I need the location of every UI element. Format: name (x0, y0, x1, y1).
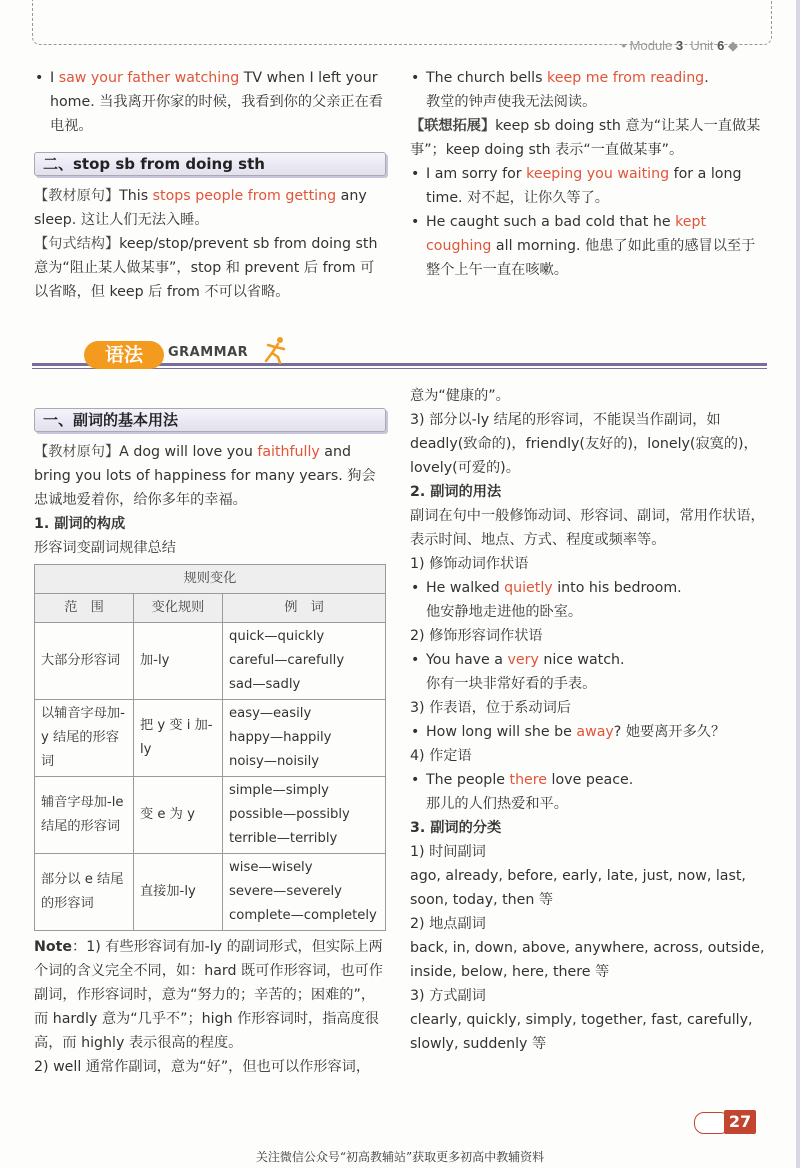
text: You have a (426, 652, 508, 668)
example-word: quick—quickly (229, 629, 325, 644)
left-bottom-column (34, 404, 386, 1079)
heading: 2. 副词的用法 (410, 484, 502, 500)
highlight: very (507, 652, 539, 668)
example-word: sad—sadly (229, 677, 301, 692)
example-sentence (410, 720, 765, 744)
unit-label: Unit (690, 38, 714, 53)
text: A dog will love you (119, 444, 258, 460)
side-stripe (796, 0, 800, 1168)
heading: 1. 副词的构成 (34, 516, 126, 532)
grammar-badge: 语法 (84, 341, 164, 369)
label: 【句式结构】 (34, 236, 120, 252)
category-words: ago, already, before, early, late, just, now, last, soon, today, then 等 (410, 868, 746, 908)
right-bottom-column (410, 384, 765, 1056)
note (34, 935, 386, 1055)
module-label: Module (629, 38, 673, 53)
text: keep/stop/prevent sb from doing sth 意为“阻止某人做某事”，stop 和 prevent 后 from 可以省略，但 keep 后 from 不可以省略。 (34, 236, 378, 300)
text: This (119, 188, 153, 204)
example-word: easy—easily (229, 706, 312, 721)
section-title: 一、副词的基本用法 (34, 408, 386, 432)
category-words: back, in, down, above, anywhere, across, outside, inside, below, here, there 等 (410, 940, 765, 980)
category-words: clearly, quickly, simply, together, fast, carefully, slowly, suddenly 等 (410, 1012, 753, 1052)
example-translation: 那儿的人们热爱和平。 (426, 796, 568, 812)
heading: 3. 副词的分类 (410, 820, 502, 836)
rule-cell: 直接加-ly (134, 854, 223, 931)
example-word: terrible—terribly (229, 831, 338, 846)
footer-text: 关注微信公众号“初高教辅站”获取更多初高中教辅资料 (255, 1150, 545, 1164)
label: 【联想拓展】 (410, 118, 496, 134)
usage-item: 3) 作表语，位于系动词后 (410, 700, 571, 716)
usage-text: 副词在句中一般修饰动词、形容词、副词，常用作状语，表示时间、地点、方式、程度或频率等。 (410, 508, 765, 548)
text: keep sb doing sth 意为“让某人一直做某事”；keep doing sth 表示“一直做某事”。 (410, 118, 761, 158)
highlight: saw your father watching (58, 70, 240, 86)
highlight: faithfully (257, 444, 320, 460)
table-row (35, 777, 386, 854)
rule-cell: 加-ly (134, 623, 223, 700)
example-sentence (410, 162, 765, 210)
runner-icon (260, 335, 290, 365)
note-item: 2) well 通常作副词，意为“好”，但也可以作形容词， (34, 1059, 371, 1075)
note-label: Note (34, 939, 73, 955)
section-title: 二、stop sb from doing sth (34, 152, 386, 176)
highlight: kept coughing (426, 214, 707, 254)
rule-cell: 把 y 变 i 加-ly (134, 700, 223, 777)
unit-number: 6 (717, 38, 725, 53)
text: for a long time. 对不起，让你久等了。 (426, 166, 742, 206)
text: into his bedroom. (552, 580, 682, 596)
example-word: careful—carefully (229, 653, 345, 668)
text: He caught such a bad cold that he (426, 214, 676, 230)
example-translation: 他安静地走进他的卧室。 (426, 604, 583, 620)
source-sentence (34, 184, 386, 232)
highlight: quietly (504, 580, 553, 596)
structure-note (34, 232, 386, 304)
table-row (35, 623, 386, 700)
example-translation: 你有一块非常好看的手表。 (426, 676, 597, 692)
example-sentence (410, 66, 765, 90)
category-item: 2) 地点副词 (410, 916, 486, 932)
label: 【教材原句】 (34, 444, 120, 460)
grammar-english: GRAMMAR (168, 345, 249, 360)
example-sentence (34, 66, 386, 138)
text: How long will she be (426, 724, 577, 740)
text: The church bells (426, 70, 548, 86)
usage-item: 4) 作定语 (410, 748, 472, 764)
examples-cell (223, 700, 386, 777)
scope-cell: 以辅音字母加-y 结尾的形容词 (35, 700, 134, 777)
highlight: stops people from getting (152, 188, 337, 204)
text: The people (426, 772, 510, 788)
examples-cell (223, 854, 386, 931)
scope-cell: 大部分形容词 (35, 623, 134, 700)
text: . (704, 70, 709, 86)
highlight: there (509, 772, 548, 788)
module-number: 3 (675, 38, 684, 53)
subheading: 形容词变副词规律总结 (34, 540, 176, 556)
decor-diamond: ◆ (728, 38, 738, 53)
highlight: away (576, 724, 614, 740)
association-note (410, 114, 765, 162)
text: ? 她要离开多久？ (613, 724, 726, 740)
scope-cell: 部分以 e 结尾的形容词 (35, 854, 134, 931)
text: I (50, 70, 59, 86)
example-sentence (410, 210, 765, 282)
page-number (694, 1110, 760, 1136)
highlight: keeping you waiting (526, 166, 670, 182)
scope-cell: 辅音字母加-le 结尾的形容词 (35, 777, 134, 854)
example-word: severe—severely (229, 884, 342, 899)
module-header (621, 38, 738, 54)
text: TV when I left your home. 当我离开你家的时候，我看到你的父亲正在看电视。 (50, 70, 383, 134)
example-word: simple—simply (229, 783, 329, 798)
example-sentence (410, 768, 765, 792)
text: and bring you lots of happiness for many years. 狗会忠诚地爱着你，给你多年的幸福。 (34, 444, 376, 508)
note-continuation: 意为“健康的”。 (410, 388, 510, 404)
example-word: noisy—noisily (229, 754, 320, 769)
usage-item: 1) 修饰动词作状语 (410, 556, 529, 572)
table-header: 范 围 (35, 594, 134, 623)
right-top-column (410, 66, 765, 282)
category-item: 1) 时间副词 (410, 844, 486, 860)
text: all morning. 他患了如此重的感冒以至于整个上午一直在咳嗽。 (426, 238, 756, 278)
table-title: 规则变化 (35, 565, 386, 594)
example-word: complete—completely (229, 908, 377, 923)
example-sentence (410, 576, 765, 600)
decor-dot: • (621, 38, 627, 53)
category-item: 3) 方式副词 (410, 988, 486, 1004)
text: nice watch. (538, 652, 625, 668)
table-header: 变化规则 (134, 594, 223, 623)
table-header: 例 词 (223, 594, 386, 623)
source-sentence (34, 440, 386, 512)
note-item: 3) 部分以-ly 结尾的形容词，不能误当作副词，如 deadly(致命的)，friendly(友好的)，lonely(寂寞的)，lovely(可爱的)。 (410, 412, 758, 476)
example-word: possible—possibly (229, 807, 350, 822)
text: any sleep. 这让人们无法入睡。 (34, 188, 367, 228)
rules-table (34, 564, 386, 931)
text: He walked (426, 580, 505, 596)
examples-cell (223, 777, 386, 854)
text: ：1) 有些形容词有加-ly 的副词形式，但实际上两个词的含义完全不同，如：hard 既可作形容词，也可作副词，作形容词时，意为“努力的；辛苦的；困难的”，而 hardly 意为“几乎不”；high 作形容词时，指高度很高，而 highly 表示很高的程度。 (34, 939, 383, 1051)
rule-cell: 变 e 为 y (134, 777, 223, 854)
examples-cell (223, 623, 386, 700)
example-translation: 教堂的钟声使我无法阅读。 (426, 94, 597, 110)
table-row (35, 854, 386, 931)
page-number-text: 27 (724, 1110, 756, 1134)
grammar-banner (32, 335, 767, 371)
usage-item: 2) 修饰形容词作状语 (410, 628, 543, 644)
left-top-column (34, 66, 386, 304)
example-word: happy—happily (229, 730, 332, 745)
label: 【教材原句】 (34, 188, 120, 204)
example-sentence (410, 648, 765, 672)
highlight: keep me from reading (547, 70, 705, 86)
text: I am sorry for (426, 166, 527, 182)
example-word: wise—wisely (229, 860, 313, 875)
table-row (35, 700, 386, 777)
text: love peace. (547, 772, 634, 788)
